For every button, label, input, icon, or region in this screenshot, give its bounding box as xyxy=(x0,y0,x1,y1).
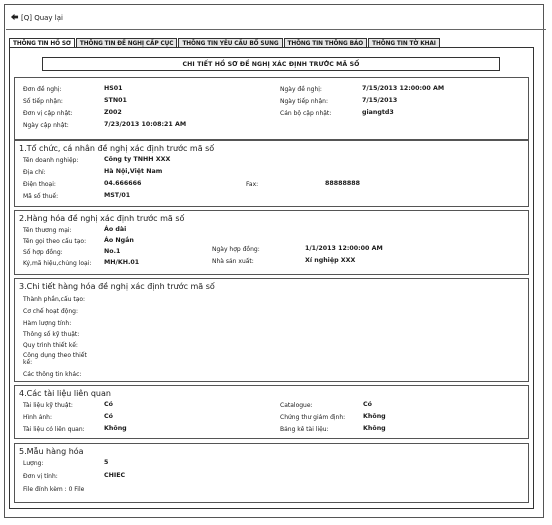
ngay-cap-nhat-value: 7/23/2013 10:08:21 AM xyxy=(104,121,187,128)
section-goods xyxy=(14,210,529,275)
ham-luong-label: Hàm lượng tính: xyxy=(23,320,72,327)
back-link[interactable] xyxy=(10,13,63,23)
thanh-phan-label: Thành phần,cấu tạo: xyxy=(23,296,86,303)
cong-dung-label-line1: Công dụng theo thiết xyxy=(23,352,87,359)
don-vi-value: Z002 xyxy=(104,109,122,116)
section-3-title: 3.Chi tiết hàng hóa đề nghị xác định trước mã số xyxy=(19,282,215,291)
ten-dn-label: Tên doanh nghiệp: xyxy=(23,157,79,164)
so-tiep-nhan-label: Số tiếp nhận: xyxy=(23,98,63,105)
ten-goi-label: Tên gọi theo cấu tạo: xyxy=(23,238,87,245)
tab-thong-tin-ho-so[interactable]: THÔNG TIN HỒ SƠ xyxy=(9,38,75,48)
header-divider xyxy=(6,29,546,30)
don-de-nghi-label: Đơn đề nghị: xyxy=(23,86,62,93)
tab-thong-tin-to-khai[interactable]: THÔNG TIN TỜ KHAI xyxy=(368,38,440,48)
can-bo-label: Cán bộ cập nhật: xyxy=(280,110,332,117)
hinh-anh-label: Hình ảnh: xyxy=(23,414,52,421)
hinh-anh-value: Có xyxy=(104,413,113,420)
thong-tin-khac-label: Các thông tin khác: xyxy=(23,371,82,378)
section-4-title: 4.Các tài liệu liên quan xyxy=(19,389,111,398)
ngay-hop-dong-value: 1/1/2013 12:00:00 AM xyxy=(305,245,383,252)
section-samples xyxy=(14,443,529,503)
luong-label: Lượng: xyxy=(23,460,44,467)
don-vi-tinh-value: CHIEC xyxy=(104,472,126,479)
dien-thoai-label: Điện thoại: xyxy=(23,181,56,188)
nha-san-xuat-value: Xí nghiệp XXX xyxy=(305,257,356,264)
back-arrow-icon xyxy=(10,13,19,23)
ten-dn-value: Công ty TNHH XXX xyxy=(104,156,171,163)
catalogue-value: Có xyxy=(363,401,372,408)
ten-thuong-mai-label: Tên thương mại: xyxy=(23,227,72,234)
nha-san-xuat-label: Nhà sản xuất: xyxy=(212,258,254,265)
dia-chi-value: Hà Nội,Việt Nam xyxy=(104,168,163,175)
section-2-title: 2.Hàng hóa đề nghị xác định trước mã số xyxy=(19,214,185,223)
section-goods-detail xyxy=(14,278,529,382)
thong-so-label: Thông số kỹ thuật: xyxy=(23,331,80,338)
tai-lieu-lien-quan-label: Tài liệu có liên quan: xyxy=(23,426,85,433)
quy-trinh-label: Quy trình thiết kế: xyxy=(23,342,78,349)
tab-thong-tin-yeu-cau-bo-sung[interactable]: THÔNG TIN YÊU CẦU BỔ SUNG xyxy=(178,38,282,48)
bang-ke-value: Không xyxy=(363,425,386,432)
detail-panel xyxy=(9,47,534,509)
so-hop-dong-value: No.1 xyxy=(104,248,121,255)
dia-chi-label: Địa chỉ: xyxy=(23,169,46,176)
general-info-section xyxy=(14,77,529,141)
ngay-de-nghi-value: 7/15/2013 12:00:00 AM xyxy=(362,85,445,92)
tai-lieu-ky-thuat-value: Có xyxy=(104,401,113,408)
bang-ke-label: Bảng kê tài liệu: xyxy=(280,426,329,433)
chung-thu-value: Không xyxy=(363,413,386,420)
ten-thuong-mai-value: Áo dài xyxy=(104,226,127,233)
fax-label: Fax: xyxy=(246,181,259,188)
so-hop-dong-label: Số hợp đồng: xyxy=(23,249,63,256)
tab-thong-tin-thong-bao[interactable]: THÔNG TIN THÔNG BÁO xyxy=(284,38,368,48)
section-organization xyxy=(14,139,529,207)
can-bo-value: giangtd3 xyxy=(362,109,394,116)
don-vi-label: Đơn vị cập nhật: xyxy=(23,110,73,117)
ky-ma-hieu-label: Ký,mã hiệu,chủng loại: xyxy=(23,260,92,267)
ma-so-thue-value: MST/01 xyxy=(104,192,131,199)
section-documents xyxy=(14,385,529,439)
section-1-title: 1.Tổ chức, cá nhân đề nghị xác định trước mã số xyxy=(19,144,215,153)
fax-value: 88888888 xyxy=(325,180,361,187)
ngay-hop-dong-label: Ngày hợp đồng: xyxy=(212,246,260,253)
chung-thu-label: Chứng thư giám định: xyxy=(280,414,346,421)
file-attachment-link[interactable]: File đính kèm : 0 File xyxy=(23,486,85,493)
ten-goi-value: Áo Ngắn xyxy=(104,237,134,244)
ngay-de-nghi-label: Ngày đề nghị: xyxy=(280,86,322,93)
catalogue-label: Catalogue: xyxy=(280,402,313,409)
ma-so-thue-label: Mã số thuế: xyxy=(23,193,59,200)
tai-lieu-lien-quan-value: Không xyxy=(104,425,127,432)
ngay-tiep-nhan-value: 7/15/2013 xyxy=(362,97,398,104)
don-vi-tinh-label: Đơn vị tính: xyxy=(23,473,58,480)
ngay-tiep-nhan-label: Ngày tiếp nhận: xyxy=(280,98,328,105)
cong-dung-label-line2: kế: xyxy=(23,359,33,366)
ngay-cap-nhat-label: Ngày cập nhật: xyxy=(23,122,69,129)
tab-thong-tin-de-nghi-cap-cuc[interactable]: THÔNG TIN ĐỀ NGHỊ CẤP CỤC xyxy=(76,38,178,48)
so-tiep-nhan-value: STN01 xyxy=(104,97,127,104)
back-label[interactable]: [Q] Quay lại xyxy=(21,14,63,22)
co-che-label: Cơ chế hoạt động: xyxy=(23,308,78,315)
ky-ma-hieu-value: MH/KH.01 xyxy=(104,259,140,266)
don-de-nghi-value: HS01 xyxy=(104,85,123,92)
page-title: CHI TIẾT HỒ SƠ ĐỀ NGHỊ XÁC ĐỊNH TRƯỚC MÃ SỐ xyxy=(42,57,500,71)
luong-value: 5 xyxy=(104,459,109,466)
dien-thoai-value: 04.666666 xyxy=(104,180,142,187)
section-5-title: 5.Mẫu hàng hóa xyxy=(19,447,84,456)
tai-lieu-ky-thuat-label: Tài liệu kỹ thuật: xyxy=(23,402,73,409)
